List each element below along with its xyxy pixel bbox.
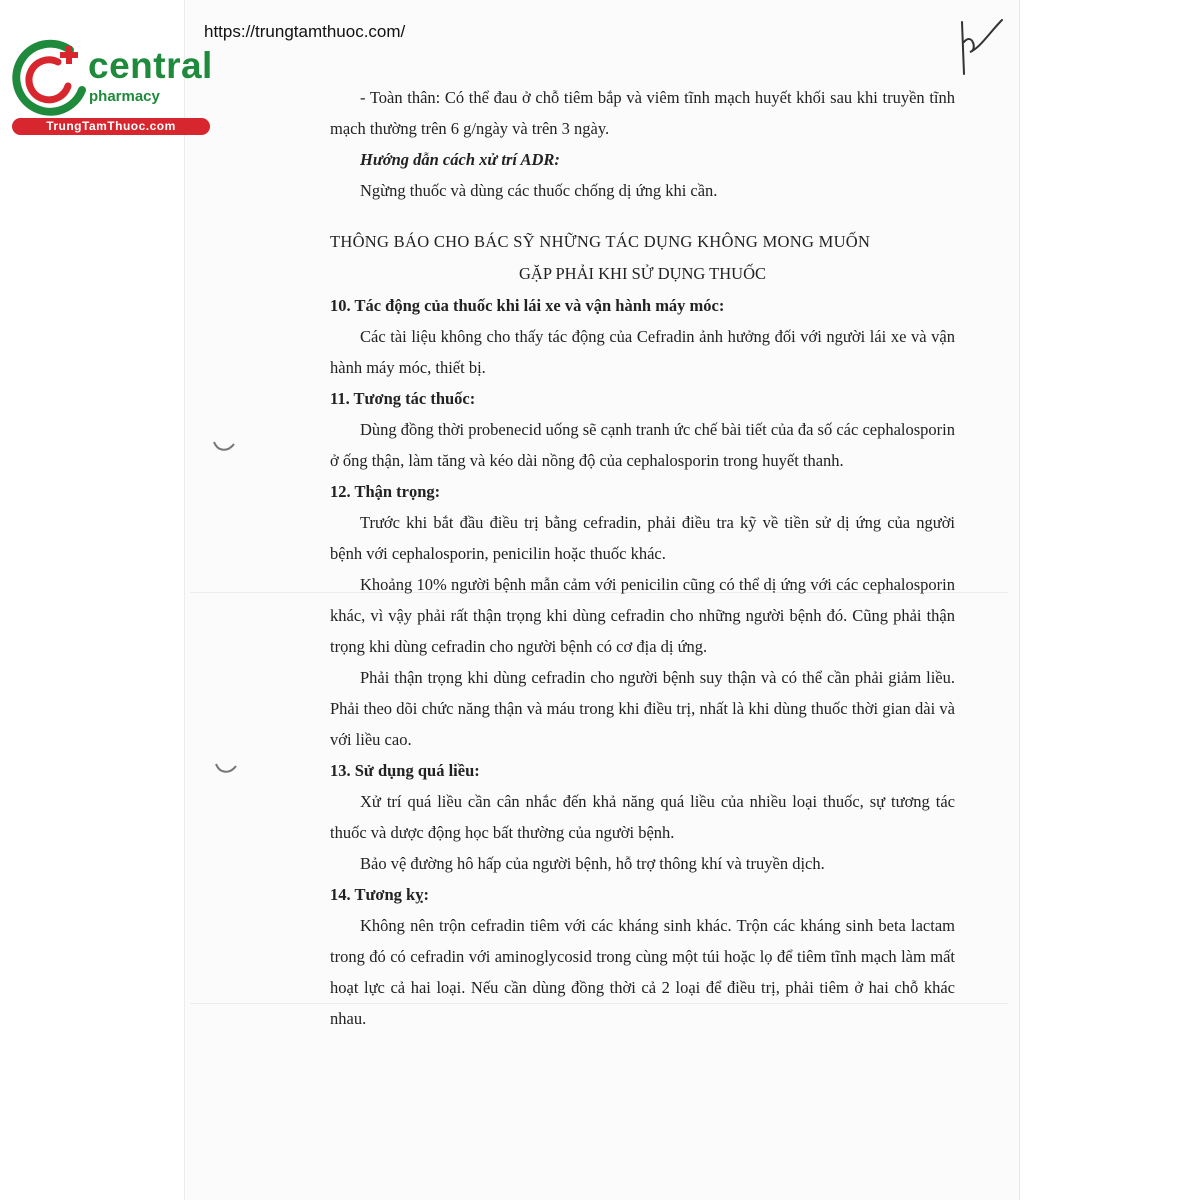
section-11-text: Dùng đồng thời probenecid uống sẽ cạnh tranh ức chế bài tiết của đa số các cephalosporin ở ống thận, làm tăng và kéo dài nồng độ của cephalosporin trong huyết thanh. xyxy=(330,420,955,470)
section-12-title: 12. Thận trọng: xyxy=(330,482,441,501)
section-10-text: Các tài liệu không cho thấy tác động của Cefradin ảnh hưởng đối với người lái xe và vận hành máy móc, thiết bị. xyxy=(330,327,955,377)
section-10-title: 10. Tác động của thuốc khi lái xe và vận hành máy móc: xyxy=(330,296,725,315)
section-14-title: 14. Tương kỵ: xyxy=(330,885,429,904)
section-11-title: 11. Tương tác thuốc: xyxy=(330,389,476,408)
logo-name: central xyxy=(88,45,213,86)
adr-guide-title: Hướng dẫn cách xử trí ADR: xyxy=(360,150,560,169)
source-url[interactable]: https://trungtamthuoc.com/ xyxy=(204,22,406,41)
notice-heading-line2: GẶP PHẢI KHI SỬ DỤNG THUỐC xyxy=(518,264,767,283)
section-14-text: Không nên trộn cefradin tiêm với các kháng sinh khác. Trộn các kháng sinh beta lactam trong đó có cefradin với aminoglycosid trong cùng một túi hoặc lọ để tiêm tĩnh mạch làm mất hoạt lực cả hai loại. Nếu cần dùng đồng thời cả 2 loại để điều trị, phải tiêm ở hai chỗ khác nhau. xyxy=(330,916,955,1028)
section-12-paragraph-3: Phải thận trọng khi dùng cefradin cho người bệnh suy thận và có thể cần phải giảm liều. Phải theo dõi chức năng thận và máu trong khi điều trị, nhất là khi dùng thuốc thời gian dài và với liều cao. xyxy=(330,668,955,749)
punch-hole-mark-icon xyxy=(212,758,240,778)
logo-subtitle: pharmacy xyxy=(89,88,160,105)
section-13-title: 13. Sử dụng quá liều: xyxy=(330,761,480,780)
handwritten-initial-signature xyxy=(950,12,1010,82)
section-13-paragraph-1: Xử trí quá liều cần cân nhắc đến khả năng quá liều của nhiều loại thuốc, sự tương tác thuốc và dược động học bất thường của người bệnh. xyxy=(330,792,955,842)
section-12-paragraph-2: Khoảng 10% người bệnh mẫn cảm với penicilin cũng có thể dị ứng với các cephalosporin khác, vì vậy phải rất thận trọng khi dùng cefradin cho những người bệnh đó. Cũng phải thận trọng khi dùng cefradin cho người bệnh có cơ địa dị ứng. xyxy=(330,575,955,656)
notice-heading-line1: THÔNG BÁO CHO BÁC SỸ NHỮNG TÁC DỤNG KHÔNG MONG MUỐN xyxy=(330,232,871,251)
section-12-paragraph-1: Trước khi bắt đầu điều trị bằng cefradin, phải điều tra kỹ về tiền sử dị ứng của người bệnh với cephalosporin, penicilin hoặc thuốc khác. xyxy=(330,513,955,563)
document-body xyxy=(330,82,955,1034)
logo-site-badge: TrungTamThuoc.com xyxy=(12,118,210,135)
adr-general-paragraph: - Toàn thân: Có thể đau ở chỗ tiêm bắp và viêm tĩnh mạch huyết khối sau khi truyền tĩnh mạch thường trên 6 g/ngày và trên 3 ngày. xyxy=(330,88,955,138)
section-13-paragraph-2: Bảo vệ đường hô hấp của người bệnh, hỗ trợ thông khí và truyền dịch. xyxy=(360,854,825,873)
adr-guide-text: Ngừng thuốc và dùng các thuốc chống dị ứng khi cần. xyxy=(360,181,718,200)
punch-hole-mark-icon xyxy=(210,436,238,456)
